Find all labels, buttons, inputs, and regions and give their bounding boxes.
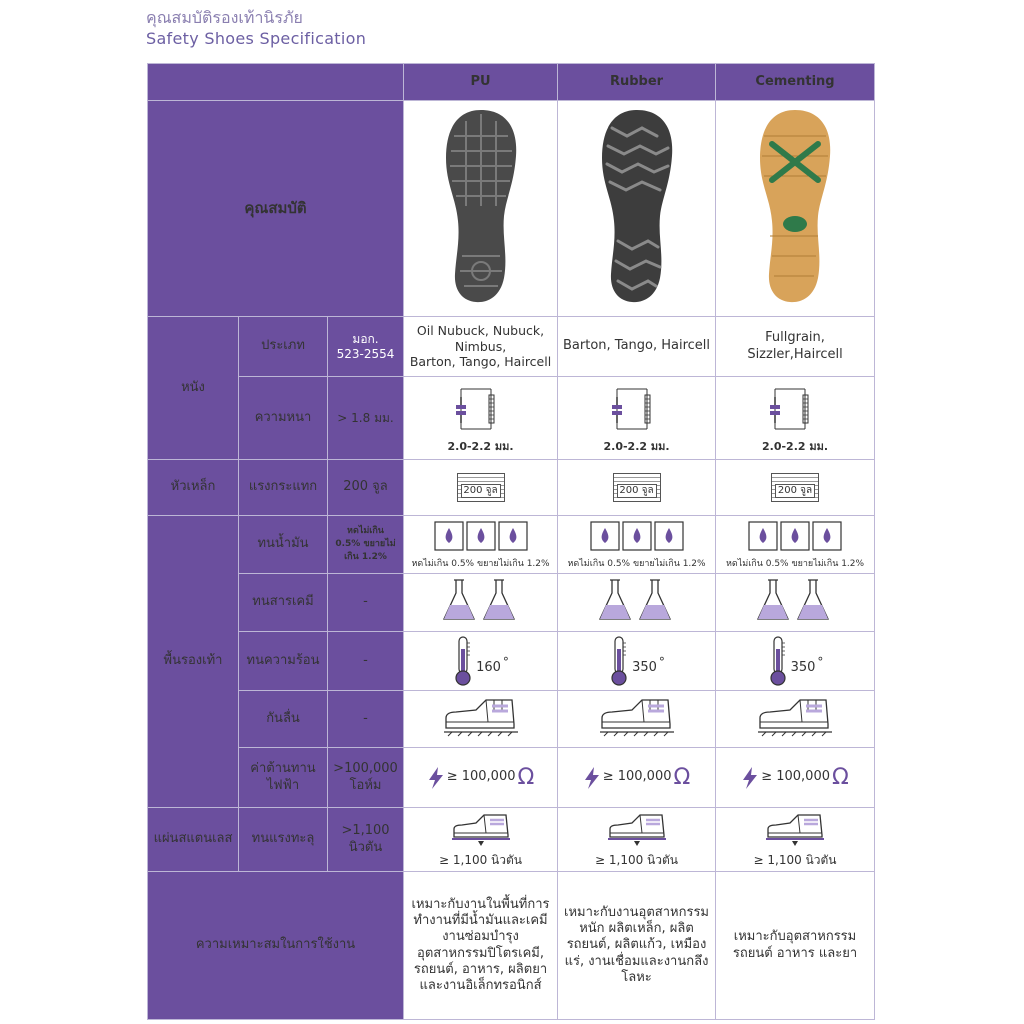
oil-caption-cementing: หดไม่เกิน 0.5% ขยายไม่เกิน 1.2% (725, 559, 865, 569)
row-sole-slip (148, 691, 875, 748)
ohm-symbol-rubber: Ω (673, 764, 691, 790)
image-row (148, 101, 875, 317)
heat-degree-rubber: ° (658, 655, 665, 669)
label-heat: ทนความร้อน (239, 632, 328, 691)
impact-rubber (558, 460, 716, 516)
group-stainless: แผ่นสแตนเลส (148, 808, 239, 872)
suitability-pu-line: รถยนต์, อาหาร, ผลิตยา (413, 961, 548, 977)
type-cementing: Fullgrain, Sizzler,Haircell (716, 317, 875, 377)
thermometer-icon (767, 635, 789, 687)
slip-pu (404, 691, 558, 748)
group-toecap: หัวเหล็ก (148, 460, 239, 516)
suitability-pu-line: และงานอิเล็กทรอนิกส์ (419, 978, 542, 993)
thickness-gauge-icon (451, 383, 511, 435)
lightning-bolt-icon (741, 766, 759, 790)
chemical-cementing (716, 574, 875, 632)
chemical-flask-icon (441, 577, 521, 623)
standard-electric (328, 748, 404, 808)
standard-puncture (328, 808, 404, 872)
suitability-rubber-line: หนัก ผลิตเหล็ก, ผลิต (579, 921, 694, 937)
impact-caption-pu: 200 จูล (461, 484, 501, 499)
title-english: Safety Shoes Specification (146, 29, 367, 48)
suitability-pu-line: งานซ่อมบำรุง (442, 929, 519, 945)
suitability-pu (404, 872, 558, 1020)
title-thai: คุณสมบัติรองเท้านิรภัย (146, 8, 303, 27)
col-header-pu: PU (404, 64, 558, 101)
group-leather: หนัง (148, 317, 239, 460)
rubber-sole-icon (592, 106, 682, 306)
suitability-pu-line: ทำงานที่มีน้ำมันและเคมี (413, 913, 548, 928)
slip-cementing (716, 691, 875, 748)
standard-oil-line3: เกิน 1.2% (344, 552, 387, 563)
oil-drum-icon (433, 519, 529, 553)
suitability-rubber-line: แร่, งานเชื่อมและงานกลึง (564, 953, 709, 969)
impact-pu (404, 460, 558, 516)
electric-caption-cementing: ≥ 100,000 (761, 769, 830, 785)
property-header: คุณสมบัติ (148, 101, 404, 317)
oil-caption-rubber: หดไม่เกิน 0.5% ขยายไม่เกิน 1.2% (567, 559, 706, 569)
suitability-rubber (558, 872, 716, 1020)
standard-puncture-line2: นิวตัน (348, 839, 383, 855)
row-sole-electric (148, 748, 875, 808)
lightning-bolt-icon (427, 766, 445, 790)
sole-image-rubber (558, 101, 716, 317)
heat-rubber (558, 632, 716, 691)
ohm-symbol-pu: Ω (517, 764, 535, 790)
row-toecap-impact (148, 460, 875, 516)
anti-slip-boot-icon (598, 694, 676, 738)
type-pu-line1: Oil Nubuck, Nubuck, (416, 323, 545, 339)
oil-drum-icon (747, 519, 843, 553)
electric-pu (404, 748, 558, 808)
label-oil: ทนน้ำมัน (239, 516, 328, 574)
label-chemical: ทนสารเคมี (239, 574, 328, 632)
standard-type-line1: มอก. (352, 331, 379, 346)
row-stainless-puncture (148, 808, 875, 872)
suitability-cementing-line: รถยนต์ อาหาร และยา (732, 945, 858, 961)
anti-slip-boot-icon (756, 694, 834, 738)
label-slip: กันลื่น (239, 691, 328, 748)
impact-weight-icon (771, 473, 819, 503)
heat-degree-cementing: ° (817, 655, 824, 669)
row-sole-chemical (148, 574, 875, 632)
ohm-symbol-cementing: Ω (832, 764, 849, 790)
electric-caption-pu: ≥ 100,000 (446, 769, 516, 785)
row-suitability (148, 872, 875, 1020)
impact-weight-icon (613, 473, 661, 503)
chemical-flask-icon (755, 577, 835, 623)
oil-drum-icon (589, 519, 685, 553)
col-header-cementing: Cementing (716, 64, 875, 101)
label-electric-line2: ไฟฟ้า (266, 777, 300, 793)
standard-type-line2: 523-2554 (336, 346, 395, 361)
label-electric-line1: ค่าต้านทาน (250, 761, 316, 777)
pu-sole-icon (436, 106, 526, 306)
thickness-caption-rubber: 2.0-2.2 มม. (603, 439, 670, 453)
type-pu-line2: Nimbus, (454, 338, 507, 354)
heat-value-pu: 160 (476, 659, 501, 675)
header-row (148, 64, 875, 101)
impact-caption-rubber: 200 จูล (617, 484, 657, 499)
thickness-caption-cementing: 2.0-2.2 มม. (761, 439, 829, 453)
puncture-cementing (716, 808, 875, 872)
standard-type (328, 317, 404, 377)
row-sole-oil (148, 516, 875, 574)
heat-degree-pu: ° (502, 655, 509, 669)
oil-pu (404, 516, 558, 574)
puncture-boot-icon (606, 811, 668, 847)
standard-oil-line2: 0.5% ขยายไม่ (335, 538, 396, 549)
oil-cementing (716, 516, 875, 574)
label-type: ประเภท (239, 317, 328, 377)
cementing-sole-icon (750, 106, 840, 306)
lightning-bolt-icon (583, 766, 601, 790)
type-pu (404, 317, 558, 377)
label-impact: แรงกระแทก (239, 460, 328, 516)
suitability-cementing (716, 872, 875, 1020)
sole-image-cementing (716, 101, 875, 317)
heat-pu (404, 632, 558, 691)
impact-caption-cementing: 200 จูล (775, 484, 815, 499)
type-pu-line3: Barton, Tango, Haircell (409, 354, 552, 370)
thermometer-icon (452, 635, 474, 687)
puncture-boot-icon (764, 811, 826, 847)
thermometer-icon (608, 635, 630, 687)
suitability-rubber-line: โลหะ (621, 969, 652, 985)
col-header-rubber: Rubber (558, 64, 716, 101)
thickness-rubber (558, 377, 716, 460)
suitability-pu-line: อุตสาหกรรมปิโตรเคมี, (417, 945, 544, 961)
suitability-rubber-line: เหมาะกับงานอุตสาหกรรม (564, 904, 709, 920)
puncture-pu (404, 808, 558, 872)
standard-chemical: - (328, 574, 404, 632)
thickness-pu (404, 377, 558, 460)
type-rubber: Barton, Tango, Haircell (558, 317, 716, 377)
electric-rubber (558, 748, 716, 808)
chemical-pu (404, 574, 558, 632)
row-leather-thickness (148, 377, 875, 460)
standard-impact: 200 จูล (328, 460, 404, 516)
oil-rubber (558, 516, 716, 574)
slip-rubber (558, 691, 716, 748)
puncture-caption-rubber: ≥ 1,100 นิวตัน (595, 852, 678, 867)
puncture-boot-icon (450, 811, 512, 847)
group-sole: พื้นรองเท้า (148, 516, 239, 808)
puncture-rubber (558, 808, 716, 872)
puncture-caption-pu: ≥ 1,100 นิวตัน (439, 852, 522, 867)
chemical-rubber (558, 574, 716, 632)
standard-electric-line1: >100,000 (333, 761, 398, 777)
thickness-gauge-icon (607, 383, 667, 435)
suitability-rubber-line: รถยนต์, ผลิตแก้ว, เหมือง (566, 937, 707, 953)
puncture-caption-cementing: ≥ 1,100 นิวตัน (753, 852, 837, 867)
electric-cementing (716, 748, 875, 808)
anti-slip-boot-icon (442, 694, 520, 738)
sole-image-pu (404, 101, 558, 317)
impact-weight-icon (457, 473, 505, 503)
header-blank (148, 64, 404, 101)
oil-caption-pu: หดไม่เกิน 0.5% ขยายไม่เกิน 1.2% (411, 559, 550, 569)
label-puncture: ทนแรงทะลุ (239, 808, 328, 872)
thickness-caption-pu: 2.0-2.2 มม. (447, 439, 514, 453)
thickness-cementing (716, 377, 875, 460)
group-suitability: ความเหมาะสมในการใช้งาน (148, 872, 404, 1020)
heat-value-cementing: 350 (790, 659, 816, 675)
label-thickness: ความหนา (239, 377, 328, 460)
spec-table (147, 63, 875, 1020)
standard-oil-line1: หดไม่เกิน (347, 525, 384, 536)
standard-oil (328, 516, 404, 574)
standard-puncture-line1: >1,100 (341, 823, 390, 839)
electric-caption-rubber: ≥ 100,000 (602, 769, 672, 785)
standard-slip: - (328, 691, 404, 748)
thickness-gauge-icon (765, 383, 825, 435)
suitability-pu-line: เหมาะกับงานในพื้นที่การ (411, 896, 550, 912)
standard-heat: - (328, 632, 404, 691)
row-leather-type (148, 317, 875, 377)
chemical-flask-icon (597, 577, 677, 623)
standard-electric-line2: โอห์ม (349, 777, 382, 793)
standard-thickness: > 1.8 มม. (328, 377, 404, 460)
heat-value-rubber: 350 (632, 659, 657, 675)
heat-cementing (716, 632, 875, 691)
suitability-cementing-line: เหมาะกับอุตสาหกรรม (733, 929, 857, 945)
label-electric (239, 748, 328, 808)
impact-cementing (716, 460, 875, 516)
row-sole-heat (148, 632, 875, 691)
